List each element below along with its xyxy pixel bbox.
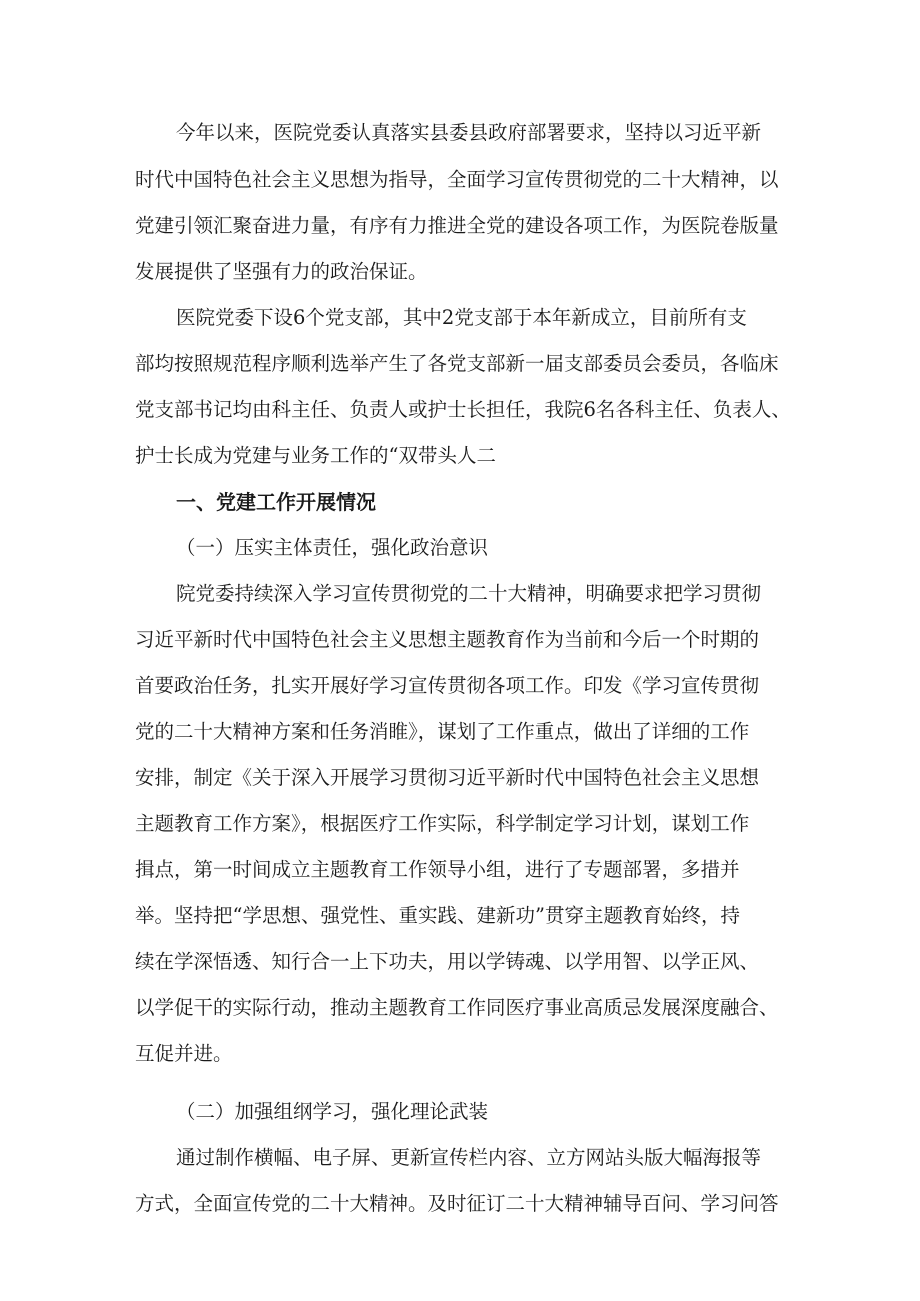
text-line: 首要政治任务，扎实开展好学习宣传贯彻各项工作。印发《学习宣传贯彻 <box>135 674 760 697</box>
text-line: 主题教育工作方案》，根据医疗工作实际，科学制定学习计划，谋划工作 <box>135 812 750 835</box>
text-line: 互促并进。 <box>135 1042 233 1065</box>
text-line: 党的二十大精神方案和任务消睢》，谋划了工作重点，做出了详细的工作 <box>135 720 750 743</box>
text-line: 今年以来，医院党委认真落实县委县政府部署要求，坚持以习近平新 <box>176 121 762 144</box>
section-heading: 一、党建工作开展情况 <box>176 490 376 514</box>
subsection-heading: （二）加强组纲学习，强化理论武装 <box>176 1100 489 1123</box>
subsection-heading: （一）压实主体责任，强化政治意识 <box>176 536 489 559</box>
text-line: 以学促干的实际行动，推动主题教育工作同医疗事业高质忌发展深度融合、 <box>135 996 779 1019</box>
text-line: 举。坚持把“学思想、强党性、重实践、建新功”贯穿主题教育始终，持 <box>135 904 740 927</box>
text-line: 院党委持续深入学习宣传贯彻党的二十大精神，明确要求把学习贯彻 <box>176 582 762 605</box>
text-line: 习近平新时代中国特色社会主义思想主题教育作为当前和今后一个时期的 <box>135 628 760 651</box>
text-line: 护士长成为党建与业务工作的“双带头人二 <box>135 444 496 467</box>
text-line: 时代中国特色社会主义思想为指导，全面学习宣传贯彻党的二十大精神，以 <box>135 168 779 191</box>
text-line: 发展提供了坚强有力的政治保证。 <box>135 260 428 283</box>
text-line: 部均按照规范程序顺利选举产生了各党支部新一届支部委员会委员，各临床 <box>135 352 779 375</box>
text-line: 党支部书记均由科主任、负责人或护士长担任，我院6名各科主任、负表人、 <box>135 398 791 421</box>
text-line: 安排，制定《关于深入开展学习贯彻习近平新时代中国特色社会主义思想 <box>135 766 760 789</box>
text-line: 方式，全面宣传党的二十大精神。及时征订二十大精神辅导百问、学习问答 <box>135 1192 779 1215</box>
text-line: 通过制作横幅、电子屏、更新宣传栏内容、立方网站头版大幅海报等 <box>176 1146 762 1169</box>
text-line: 揖点，第一时间成立主题教育工作领导小组，进行了专题部署，多措并 <box>135 858 740 881</box>
text-line: 续在学深悟透、知行合一上下功夫，用以学铸魂、以学用智、以学正风、 <box>135 950 760 973</box>
text-line: 医院党委下设6个党支部，其中2党支部于本年新成立，目前所有支 <box>176 306 747 329</box>
text-line: 党建引领汇聚奋进力量，有序有力推进全党的建设各项工作，为医院卷版量 <box>135 214 779 237</box>
